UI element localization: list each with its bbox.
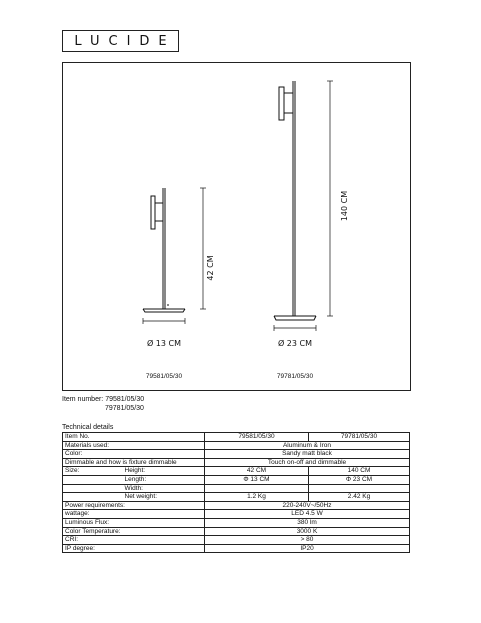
table-row	[63, 475, 410, 484]
dimmable-label: Dimmable and how is fixture dimmable	[63, 458, 205, 467]
logo-text: LUCIDE	[74, 33, 176, 49]
dimmable-value: Touch on-off and dimmable	[205, 458, 410, 467]
item-numbers	[62, 395, 144, 413]
small-height-label: 42 CM	[206, 255, 215, 281]
color-value: Sandy matt black	[205, 450, 410, 459]
table-row	[63, 527, 410, 536]
item-number-second: 79781/05/30	[105, 405, 144, 412]
table-row	[63, 544, 410, 553]
temp-value: 3000 K	[205, 527, 410, 536]
item-number-first: 79581/05/30	[105, 396, 145, 403]
flux-value: 380 lm	[205, 518, 410, 527]
technical-details-table	[62, 432, 410, 553]
table-row	[63, 484, 410, 493]
large-base-label: Ø 23 CM	[277, 339, 313, 348]
table-row	[63, 510, 410, 519]
table-row	[63, 458, 410, 467]
cri-label: CRI:	[63, 536, 205, 545]
height-col1: 42 CM	[205, 467, 309, 476]
ip-label: IP degree:	[63, 544, 205, 553]
length-label: Length:	[123, 475, 205, 484]
weight-label: Net weight:	[123, 493, 205, 502]
temp-label: Color Temperature:	[63, 527, 205, 536]
item-col1: 79581/05/30	[205, 433, 309, 442]
table-row	[63, 433, 410, 442]
weight-col2: 2.42 Kg	[309, 493, 410, 502]
size-label: Size:	[63, 467, 123, 476]
weight-col1: 1.2 Kg	[205, 493, 309, 502]
large-height-label: 140 CM	[340, 190, 349, 222]
table-row	[63, 467, 410, 476]
large-lamp-drawing	[274, 81, 316, 320]
table-row	[63, 518, 410, 527]
table-row	[63, 536, 410, 545]
cri-value: > 80	[205, 536, 410, 545]
drawing-svg	[63, 63, 410, 390]
height-col2: 140 CM	[309, 467, 410, 476]
table-row	[63, 450, 410, 459]
materials-value: Aluminum & Iron	[205, 441, 410, 450]
length-col2: Φ 23 CM	[309, 475, 410, 484]
table-row	[63, 501, 410, 510]
table-row	[63, 493, 410, 502]
small-lamp-drawing	[143, 188, 185, 312]
color-label: Color:	[63, 450, 205, 459]
small-lamp-code: 79581/05/30	[145, 373, 183, 380]
ip-value: IP20	[205, 544, 410, 553]
product-drawing	[62, 62, 411, 391]
large-lamp-code: 79781/05/30	[276, 373, 314, 380]
item-no-label: Item No.	[63, 433, 205, 442]
power-label: Power requirements:	[63, 501, 205, 510]
flux-label: Luminous Flux:	[63, 518, 205, 527]
height-label: Height:	[123, 467, 205, 476]
wattage-label: wattage:	[63, 510, 205, 519]
item-col2: 79781/05/30	[309, 433, 410, 442]
item-number-label: Item number:	[62, 396, 104, 403]
wattage-value: LED 4.5 W	[205, 510, 410, 519]
item-number-row	[62, 395, 144, 404]
power-value: 220-240V~/50Hz	[205, 501, 410, 510]
width-label: Width:	[123, 484, 205, 493]
materials-label: Materials used:	[63, 441, 205, 450]
small-base-label: Ø 13 CM	[146, 339, 182, 348]
length-col1: Φ 13 CM	[205, 475, 309, 484]
lucide-logo	[62, 30, 179, 52]
table-row	[63, 441, 410, 450]
technical-details-title: Technical details	[62, 424, 114, 431]
